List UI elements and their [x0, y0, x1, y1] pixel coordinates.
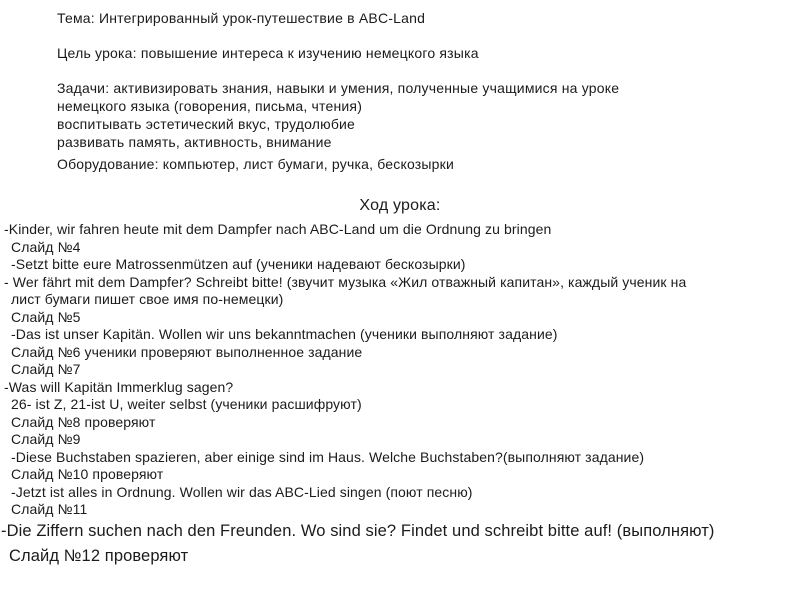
goal-line: Цель урока: повышение интереса к изучению немецкого языка	[57, 45, 479, 61]
lesson-line: -Diese Buchstaben spazieren, aber einige sind im Haus. Welche Buchstaben?(выполняют задание)	[11, 448, 645, 465]
lesson-line: Слайд №9	[11, 431, 81, 447]
lesson-line: Слайд №5	[11, 308, 81, 325]
objectives-paragraph	[57, 79, 800, 151]
lesson-flow-footer	[0, 519, 800, 569]
lesson-line: Слайд №4	[11, 238, 81, 255]
objectives-line: воспитывать эстетический вкус, трудолюбие	[57, 116, 356, 132]
document-header	[57, 9, 800, 173]
lesson-line: Слайд №8 проверяют	[11, 413, 156, 430]
lesson-line: -Jetzt ist alles in Ordnung. Wollen wir das ABC-Lied singen (поют песню)	[11, 483, 473, 500]
topic-line: Тема: Интегрированный урок-путешествие в ABC-Land	[57, 10, 426, 26]
lesson-line: -Setzt bitte eure Matrossenmützen auf (ученики надевают бескозырки)	[11, 256, 466, 272]
lesson-line-large: -Die Ziffern suchen nach den Freunden. Wo sind sie? Findet und schreibt bitte auf! (выполняют)	[1, 521, 715, 540]
lesson-line: -Kinder, wir fahren heute mit dem Dampfer nach ABC-Land um die Ordnung zu bringen	[4, 221, 552, 237]
lesson-flow-body	[0, 221, 800, 519]
objectives-line: Задачи: активизировать знания, навыки и умения, полученные учащимися на уроке	[57, 80, 620, 96]
lesson-line: Слайд №7	[11, 361, 81, 377]
objectives-line: немецкого языка (говорения, письма, чтения)	[57, 98, 363, 114]
lesson-line: Слайд №11	[11, 501, 88, 517]
lesson-line: Слайд №6 ученики проверяют выполненное задание	[11, 343, 363, 360]
lesson-line-large: Слайд №12 проверяют	[9, 546, 189, 565]
equipment-line: Оборудование: компьютер, лист бумаги, ручка, бескозырки	[57, 156, 455, 172]
lesson-line: 26- ist Z, 21-ist U, weiter selbst (ученики расшифруют)	[11, 396, 362, 412]
lesson-flow-title: Ход урока:	[359, 197, 441, 214]
objectives-line: развивать память, активность, внимание	[57, 134, 332, 150]
lesson-line: лист бумаги пишет свое имя по-немецки)	[11, 291, 284, 307]
lesson-line: -Das ist unser Kapitän. Wollen wir uns bekanntmachen (ученики выполняют задание)	[11, 326, 558, 342]
lesson-line: -Was will Kapitän Immerklug sagen?	[4, 378, 234, 395]
lesson-line: - Wer fährt mit dem Dampfer? Schreibt bitte! (звучит музыка «Жил отважный капитан», каждый ученик на	[4, 273, 687, 290]
lesson-line: Слайд №10 проверяют	[11, 466, 164, 482]
